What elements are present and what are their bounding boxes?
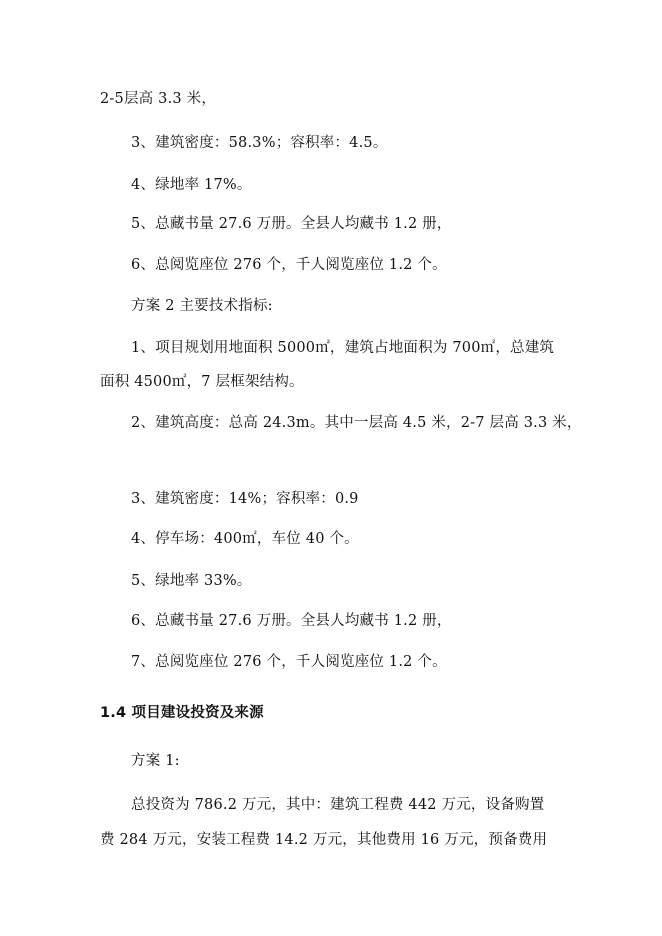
- text-line: 4、停车场：400㎡，车位 40 个。: [131, 531, 359, 547]
- text-line: 3、建筑密度：58.3%；容积率：4.5。: [131, 135, 388, 151]
- text-line: 5、绿地率 33%。: [131, 573, 252, 589]
- text-line: 总投资为 786.2 万元，其中：建筑工程费 442 万元，设备购置: [131, 797, 545, 813]
- text-line: 5、总藏书量 27.6 万册。全县人均藏书 1.2 册，: [131, 216, 452, 232]
- text-line: 2-5层高 3.3 米，: [100, 91, 217, 107]
- text-line: 方案 1:: [131, 753, 180, 769]
- text-line: 1、项目规划用地面积 5000㎡，建筑占地面积为 700㎡，总建筑: [131, 340, 555, 356]
- text-line: 7、总阅览座位 276 个，千人阅览座位 1.2 个。: [131, 654, 447, 670]
- text-line: 费 284 万元，安装工程费 14.2 万元，其他费用 16 万元，预备费用: [100, 832, 548, 848]
- section-title: 方案 2 主要技术指标:: [131, 298, 273, 314]
- text-line: 6、总藏书量 27.6 万册。全县人均藏书 1.2 册，: [131, 613, 452, 629]
- text-line: 2、建筑高度：总高 24.3m。其中一层高 4.5 米，2-7 层高 3.3 米，: [131, 415, 582, 431]
- text-line: 6、总阅览座位 276 个，千人阅览座位 1.2 个。: [131, 257, 447, 273]
- section-heading: 1.4 项目建设投资及来源: [100, 705, 264, 721]
- text-line: 面积 4500㎡，7 层框架结构。: [100, 374, 304, 390]
- text-line: 3、建筑密度：14%；容积率：0.9: [131, 491, 359, 507]
- text-line: 4、绿地率 17%。: [131, 177, 252, 193]
